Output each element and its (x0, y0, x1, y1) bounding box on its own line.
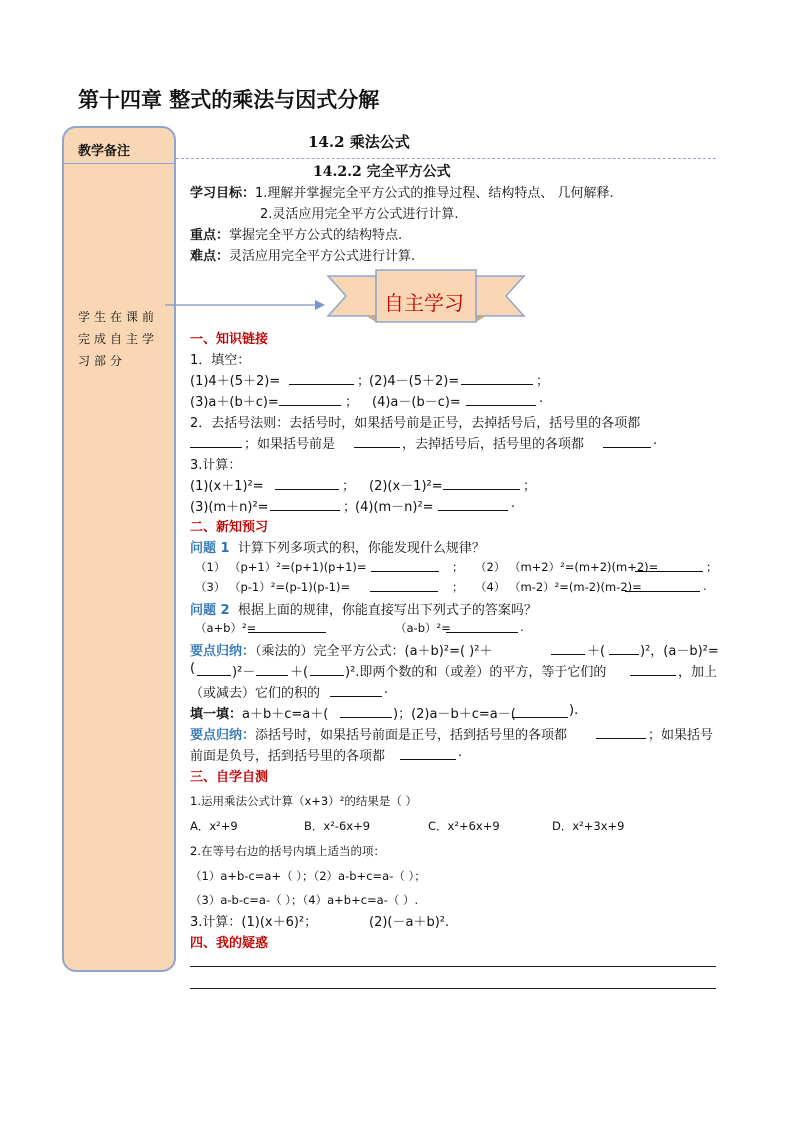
sidebar-note: 学生在课前完成自主学习部分 (78, 310, 159, 368)
answer-blank[interactable] (279, 405, 341, 406)
answer-blank[interactable] (551, 654, 585, 655)
separator: ； (452, 580, 464, 594)
fill-text2: )；(2)a－b＋c=a－( (393, 707, 516, 722)
part3-q2-row2: （3）a-b-c=a-（ ）；（4）a+b+c=a-（ ）. (190, 893, 419, 907)
answer-blank[interactable] (354, 447, 400, 448)
part3-heading: 三、自学自测 (190, 770, 269, 785)
period: . (539, 391, 544, 406)
part2-p2-1: （a+b）²= (195, 621, 257, 635)
answer-blank[interactable] (310, 675, 344, 676)
answer-blank[interactable] (371, 571, 439, 572)
separator: ； (523, 479, 537, 494)
objective-1: 1.理解并掌握完全平方公式的推导过程、结构特点、 几何解释. (255, 186, 614, 201)
answer-blank[interactable] (603, 447, 651, 448)
part3-q1: 1.运用乘法公式计算（x+3）²的结果是（ ） (190, 794, 417, 808)
summary1-line3: （或减去）它们的积的 (190, 686, 321, 701)
header-divider (176, 158, 716, 159)
part1-q3-2: (2)(x－1)²= (369, 479, 443, 494)
part1-q1-3: (3)a＋(b＋c)= (190, 395, 279, 410)
part3-q3a: 3.计算：(1)(x＋6)²； (190, 915, 318, 930)
fill-end: ). (569, 703, 579, 718)
answer-blank[interactable] (197, 675, 231, 676)
question2-text: 根据上面的规律，你能直接写出下列式子的答案吗？ (237, 603, 537, 618)
option-d: D．x²+3x+9 (552, 819, 625, 833)
part1-heading: 一、知识链接 (190, 332, 269, 347)
part2-p1-4: （4） （m-2）²=(m-2)(m-2)= (475, 580, 642, 594)
summary1-line2a: ( (190, 661, 196, 676)
part2-p2-2: （a-b）²= (395, 621, 451, 635)
part2-p1-1: （1） （p+1）²=(p+1)(p+1)= (195, 560, 367, 574)
answer-blank[interactable] (625, 591, 700, 592)
answer-blank[interactable] (400, 759, 456, 760)
notes-line[interactable] (190, 966, 716, 967)
answer-blank[interactable] (609, 654, 639, 655)
period: . (511, 496, 516, 511)
sidebar-divider (64, 163, 174, 164)
answer-blank[interactable] (256, 675, 288, 676)
part3-q2: 2.在等号右边的括号内填上适当的项： (190, 844, 385, 858)
answer-blank[interactable] (289, 384, 354, 385)
pointer-arrow (165, 298, 325, 312)
answer-blank[interactable] (443, 489, 520, 490)
question1-text: 计算下列多项式的积，你能发现什么规律？ (237, 541, 485, 556)
part2-heading: 二、新知预习 (190, 520, 269, 535)
summary1-label: 要点归纳： (190, 644, 256, 659)
summary2-text: 添括号时，如果括号前面是正号，括到括号里的各项都 (255, 728, 568, 743)
summary1-text-c: )²，(a－b)²= (640, 644, 719, 659)
part3-q2-row1: （1）a+b-c=a+（ ）；（2）a-b+c=a-（ ）； (190, 869, 426, 883)
key-point-text: 掌握完全平方公式的结构特点. (229, 228, 403, 243)
answer-blank[interactable] (190, 447, 242, 448)
period: . (653, 433, 658, 448)
option-a: A．x²+9 (190, 819, 238, 833)
summary1-line2e: ，加上 (678, 665, 718, 680)
period: . (520, 620, 524, 634)
answer-blank[interactable] (248, 632, 326, 633)
part1-q1-4: (4)a－(b－c)= (372, 395, 461, 410)
answer-blank[interactable] (340, 717, 392, 718)
subsection-title: 14.2.2 完全平方公式 (313, 164, 451, 180)
period: . (703, 579, 707, 593)
part2-p1-3: （3） （p-1）²=(p-1)(p-1)= (195, 580, 351, 594)
part3-q3b: (2)(－a＋b)². (369, 915, 450, 930)
section-title: 14.2 乘法公式 (308, 133, 410, 151)
summary2-label: 要点归纳： (190, 728, 256, 743)
self-study-banner: 自主学习 (384, 291, 464, 315)
answer-blank[interactable] (330, 696, 382, 697)
answer-blank[interactable] (630, 675, 676, 676)
period: . (458, 745, 463, 760)
part1-q3-label: 3.计算： (190, 458, 242, 473)
part1-q1-2: (2)4－(5＋2)= (369, 374, 460, 389)
summary1-line2c: ＋( (290, 665, 309, 680)
separator: ； (536, 374, 550, 389)
separator: ； (343, 500, 357, 515)
part1-q2-text2a: ；如果括号前是 (244, 437, 336, 452)
option-b: B．x²-6x+9 (304, 819, 371, 833)
objective-2: 2.灵活应用完全平方公式进行计算. (260, 207, 459, 222)
answer-blank[interactable] (438, 510, 508, 511)
part1-q1-label: 1．填空： (190, 353, 251, 368)
answer-blank[interactable] (596, 738, 646, 739)
question2-label: 问题 2 (190, 603, 230, 618)
separator: ； (357, 374, 371, 389)
part1-q3-4: (4)(m－n)²= (355, 500, 434, 515)
part1-q2-text: 2．去括号法则：去括号时，如果括号前是正号，去掉括号后，括号里的各项都 (190, 416, 641, 431)
part2-p1-2: （2） （m+2）²=(m+2)(m+2)= (475, 560, 659, 574)
option-c: C．x²+6x+9 (428, 819, 500, 833)
part1-q1-1: (1)4＋(5＋2)= (190, 374, 281, 389)
difficulty-label: 难点： (190, 249, 230, 264)
answer-blank[interactable] (466, 405, 536, 406)
summary1-text-b: ＋( (587, 644, 606, 659)
summary1-text: （乘法的）完全平方公式：(a＋b)²=( )²＋ (255, 644, 493, 659)
notes-line[interactable] (190, 988, 716, 989)
part4-heading: 四、我的疑惑 (190, 936, 269, 951)
key-point-label: 重点： (190, 228, 230, 243)
answer-blank[interactable] (270, 510, 340, 511)
summary2-line2: 前面是负号，括到括号里的各项都 (190, 749, 386, 764)
fill-label: 填一填： (190, 707, 243, 722)
answer-blank[interactable] (512, 717, 568, 718)
separator: ； (345, 395, 359, 410)
summary2-text-b: ；如果括号 (648, 728, 714, 743)
question1-label: 问题 1 (190, 541, 230, 556)
period: . (384, 682, 389, 697)
objectives-label: 学习目标： (190, 186, 256, 201)
answer-blank[interactable] (370, 591, 438, 592)
separator: ； (706, 560, 718, 574)
separator: ； (342, 479, 356, 494)
fill-text1: a＋b＋c=a＋( (242, 707, 329, 722)
answer-blank[interactable] (635, 571, 703, 572)
teaching-notes-sidebar (62, 126, 176, 972)
sidebar-title: 教学备注 (78, 144, 131, 159)
part1-q3-3: (3)(m＋n)²= (190, 500, 269, 515)
chapter-title: 第十四章 整式的乘法与因式分解 (78, 87, 380, 112)
part1-q3-1: (1)(x＋1)²= (190, 479, 264, 494)
separator: ； (452, 560, 464, 574)
answer-blank[interactable] (275, 489, 339, 490)
part1-q2-text2b: ，去掉括号后，括号里的各项都 (402, 437, 585, 452)
summary1-line2d: )².即两个数的和（或差）的平方，等于它们的 (345, 665, 607, 680)
answer-blank[interactable] (461, 384, 533, 385)
answer-blank[interactable] (446, 632, 518, 633)
summary1-line2b: )²－ (232, 665, 256, 680)
difficulty-text: 灵活应用完全平方公式进行计算. (229, 249, 416, 264)
